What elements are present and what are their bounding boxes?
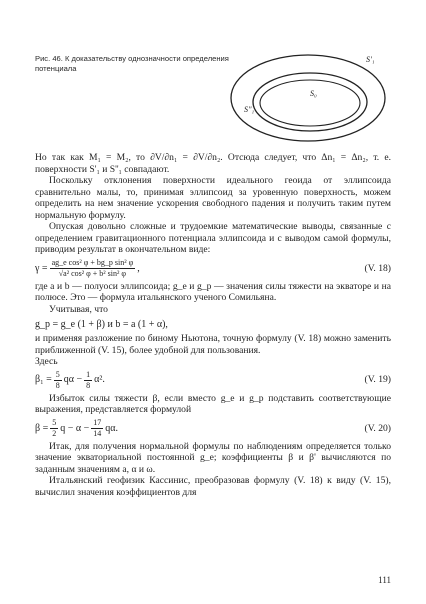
fraction-denominator: 2 <box>52 428 57 438</box>
paragraph: Но так как M₁ = M₂, то ∂V/∂n₁ = ∂V/∂n₂. Отсюда следует, что Δn₁ = Δn₂, т. е. поверхности S'₁ и S''₁ совпадают. <box>35 152 391 175</box>
equation-v19 <box>35 371 391 390</box>
fraction-numerator: 5 <box>55 369 60 379</box>
fraction <box>50 259 136 278</box>
label-inner-surface: S''₁ <box>244 105 255 114</box>
paragraph: Итальянский геофизик Кассинис, преобразовав формулу (V. 18) к виду (V. 15), вычислил значения коэффициентов для <box>35 475 391 499</box>
label-outer-surface: S'₁ <box>366 55 375 64</box>
paragraph: где a и b — полуоси эллипсоида; g_e и g_p — значения силы тяжести на экваторе и на полюсе. Это — формула итальянского ученого Сомильяна. <box>35 280 391 304</box>
fraction-numerator: 1 <box>86 369 91 379</box>
fraction <box>54 371 62 390</box>
eq-tail: qα. <box>105 422 119 434</box>
paragraph: Опуская довольно сложные и трудоемкие математические выводы, связанные с определением гравитационного потенциала эллипсоида и с выводом самой формулы, приводим результат в окончательном виде: <box>35 221 391 256</box>
fraction-numerator: 17 <box>93 417 102 427</box>
figure-caption: Рис. 46. К доказательству однозначности определения потенциала <box>35 54 229 73</box>
fraction <box>91 419 103 438</box>
eq-mid: q − α − <box>60 422 90 434</box>
fraction <box>84 371 92 390</box>
equation-number: (V. 18) <box>364 262 391 274</box>
equation-number: (V. 19) <box>364 374 391 386</box>
paragraph: Итак, для получения нормальной формулы по наблюдениям определяется только значение экваториальной постоянной g_e; коэффициенты β и β' вычисляются по заданным значениям a, α и ω. <box>35 440 391 475</box>
fraction <box>50 419 58 438</box>
equation-number: (V. 20) <box>364 422 391 434</box>
paragraph: Учитывая, что <box>49 304 108 316</box>
paragraph: и применяя разложение по биному Ньютона, точную формулу (V. 18) можно заменить приближенной (V. 15), более удобной для пользования. <box>35 333 391 356</box>
fraction-numerator: 5 <box>52 417 57 427</box>
equation-v20 <box>35 419 391 438</box>
fraction-numerator: ag_e cos² φ + bg_p sin² φ <box>51 257 134 267</box>
fraction-denominator: 8 <box>55 380 60 390</box>
fraction-denominator: 14 <box>93 428 102 438</box>
eq-lhs: β₁ = <box>35 374 52 386</box>
figure-46 <box>228 40 393 145</box>
eq-lhs: γ = <box>35 262 48 274</box>
eq-tail: α². <box>94 374 105 386</box>
eq-body: g_p = g_e (1 + β) и b = a (1 + α), <box>35 318 168 330</box>
fraction-denominator: √a² cos² φ + b² sin² φ <box>58 268 127 278</box>
page-number: 111 <box>378 575 391 585</box>
equation-v18 <box>35 259 391 278</box>
paragraph: Избыток силы тяжести β, если вместо g_e и g_p подставить соответствующие выражения, представляется формулой <box>35 392 391 416</box>
middle-surface-curve <box>253 73 367 131</box>
nested-ellipses-diagram <box>228 40 393 145</box>
label-middle-surface: S₀ <box>310 89 317 98</box>
equation-relations <box>35 319 391 331</box>
paragraph: Здесь <box>35 356 58 368</box>
eq-tail: , <box>137 262 140 274</box>
fraction-denominator: 8 <box>86 380 91 390</box>
eq-mid: qα − <box>63 374 83 386</box>
inner-surface-curve <box>260 80 360 126</box>
main-text <box>35 152 391 499</box>
paragraph: Поскольку отклонения поверхности идеального геоида от эллипсоида сравнительно малы, то, принимая эллипсоид за уровенную поверхность, можем определить на нем значение ускорения свободного падения и получить таким путем нормальную формулу. <box>35 175 391 221</box>
eq-lhs: β = <box>35 422 49 434</box>
